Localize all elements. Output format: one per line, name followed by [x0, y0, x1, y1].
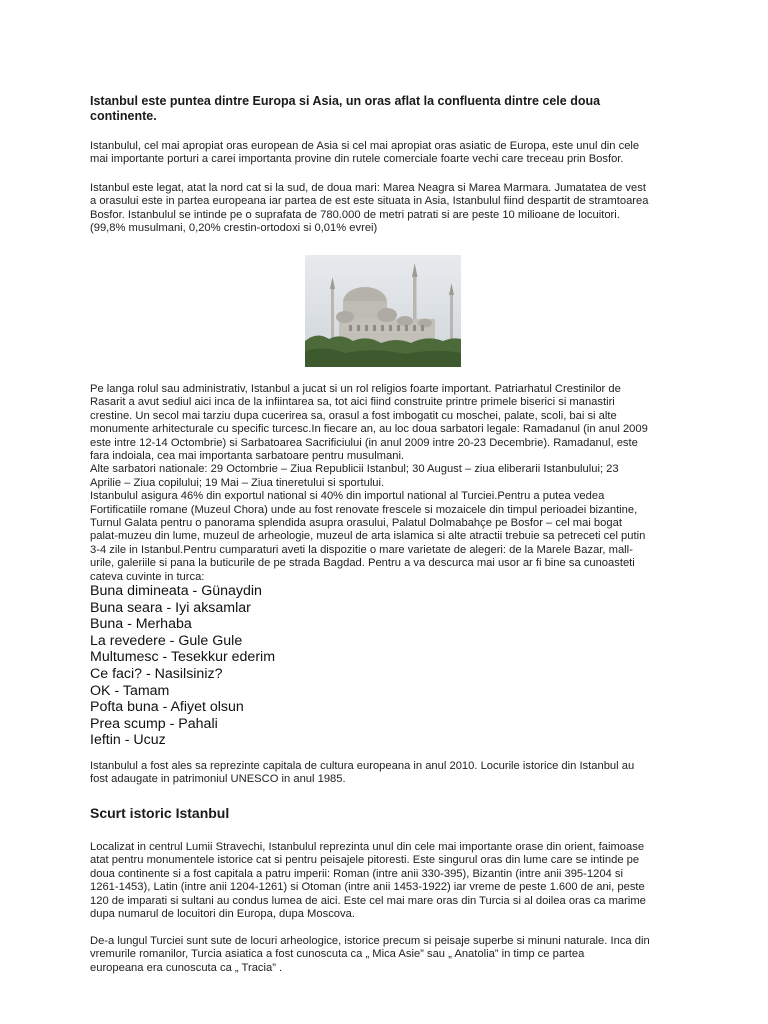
paragraph-history: Localizat in centrul Lumii Stravechi, Istanbulul reprezinta unul din cele mai importante orase din orient, faimoase atat pentru monumentele istorice cat si pentru peisajele pitoresti. Este singurul oras din lume care se intinde pe doua continente si a fost capitala a patru imperii: Roman (intre anii 330-395), Bizantin (intre anii 395-1204 si 1261-1453), Latin (intre anii 1204-1261) si Otoman (intre anii 1453-1922) iar vreme de peste 1.600 de ani, peste 120 de imparati si sultani au condus lumea de aici. Este cel mai mare oras din Turcia si al doilea oras ca marime dupa numarul de locuitori din Europa, dupa Moscova. [90, 841, 646, 921]
paragraph-intro: Istanbulul, cel mai apropiat oras european de Asia si cel mai apropiat oras asiatic de Europa, este unul din cele mai importante porturi a carei importanta provine din rutele comerciale foarte vechi care treceau prin Bosfor. [90, 140, 640, 166]
phrase-item: OK - Tamam [90, 682, 170, 699]
section-heading: Scurt istoric Istanbul [90, 805, 230, 821]
phrase-item: Buna seara - Iyi aksamlar [90, 599, 251, 616]
mosque-photo [305, 255, 461, 367]
document-headline: Istanbul este puntea dintre Europa si Asia, un oras aflat la confluenta dintre cele doua continente. [90, 94, 601, 123]
phrase-item: Buna dimineata - Günaydin [90, 583, 262, 599]
phrase-item: Multumesc - Tesekkur ederim [90, 649, 276, 666]
mosque-illustration [305, 255, 461, 367]
paragraph-regions: De-a lungul Turciei sunt sute de locuri arheologice, istorice precum si peisaje superbe si minuni naturale. Inca din vremurile romanilor, Turcia asiatica a fost cunoscuta ca „ Mica Asie” sau „ Anatolia” in timp ce partea europeana era cunoscuta ca „ Tracia” . [90, 935, 650, 974]
paragraph-geography: Istanbul este legat, atat la nord cat si la sud, de doua mari: Marea Neagra si Marea Marmara. Jumatatea de vest a orasului este in partea europeana iar partea de est este situata in Asia, Istanbulul fiind despartit de stramtoarea Bosfor. Istanbulul se intinde pe o suprafata de 780.000 de metri patrati si are peste 10 milioane de locuitori. (99,8% musulmani, 0,20% crestin-ortodoxi si 0,01% evrei) [90, 182, 649, 235]
phrase-item: Ieftin - Ucuz [90, 732, 166, 749]
paragraph-religion-culture: Pe langa rolul sau administrativ, Istanbul a jucat si un rol religios foarte important. Patriarhatul Crestinilor de Rasarit a avut sediul aici inca de la infiintarea sa, tot aici fiind construite printre primele biserici si manastiri crestine. Un secol mai tarziu dupa cucerirea sa, orasul a fost imbogatit cu moschei, palate, scoli, bai si alte monumente arhitecturale cu specific turcesc.In fiecare an, au loc doua sarbatori legale: Ramadanul (in anul 2009 este intre 12-14 Octombrie) si Sarbatoarea Sacrificiului (in anul 2009 intre 20-23 Decembrie). Ramadanul, este fara indoiala, cea mai importanta sarbatoare pentru musulmani. Alte sarbatori nationale: 29 Octombrie – Ziua Republicii Istanbul; 30 August – ziua eliberarii Istanbulului; 23 Aprilie – Ziua copilului; 19 Mai – Ziua tineretului si sportului. Istanbulul asigura 46% din exportul national si 40% din importul national al Turciei.Pentru a putea vedea Fortificatiile romane (Muzeul Chora) unde au fost renovate frescele si mozaicele din timpul perioadei bizantine, Turnul Galata pentru o panorama splendida asupra orasului, Palatul Dolmabahçe pe Bosfor – cel mai bogat palat-muzeu din lume, muzeul de arheologie, muzeul de arta islamica si alte atractii trebuie sa petreceti cel putin 3-4 zile in Istanbul.Pentru cumparaturi aveti la dispozitie o mare varietate de alegeri: de la Marele Bazar, mall- urile, galeriile si pana la buticurile de pe strada Bagdad. Pentru a va descurca mai usor ar fi bine sa cunoasteti cateva cuvinte in turca: [90, 383, 648, 583]
turkish-phrase-list [90, 583, 275, 749]
phrase-item: Pofta buna - Afiyet olsun [90, 699, 244, 716]
phrase-item: Ce faci? - Nasilsiniz? [90, 665, 223, 682]
phrase-item: Prea scump - Pahali [90, 715, 218, 732]
phrase-item: Buna - Merhaba [90, 616, 192, 633]
phrase-item: La revedere - Gule Gule [90, 632, 243, 649]
paragraph-unesco: Istanbulul a fost ales sa reprezinte capitala de cultura europeana in anul 2010. Locurile istorice din Istanbul au fost adaugate in patrimoniul UNESCO in anul 1985. [90, 760, 635, 786]
